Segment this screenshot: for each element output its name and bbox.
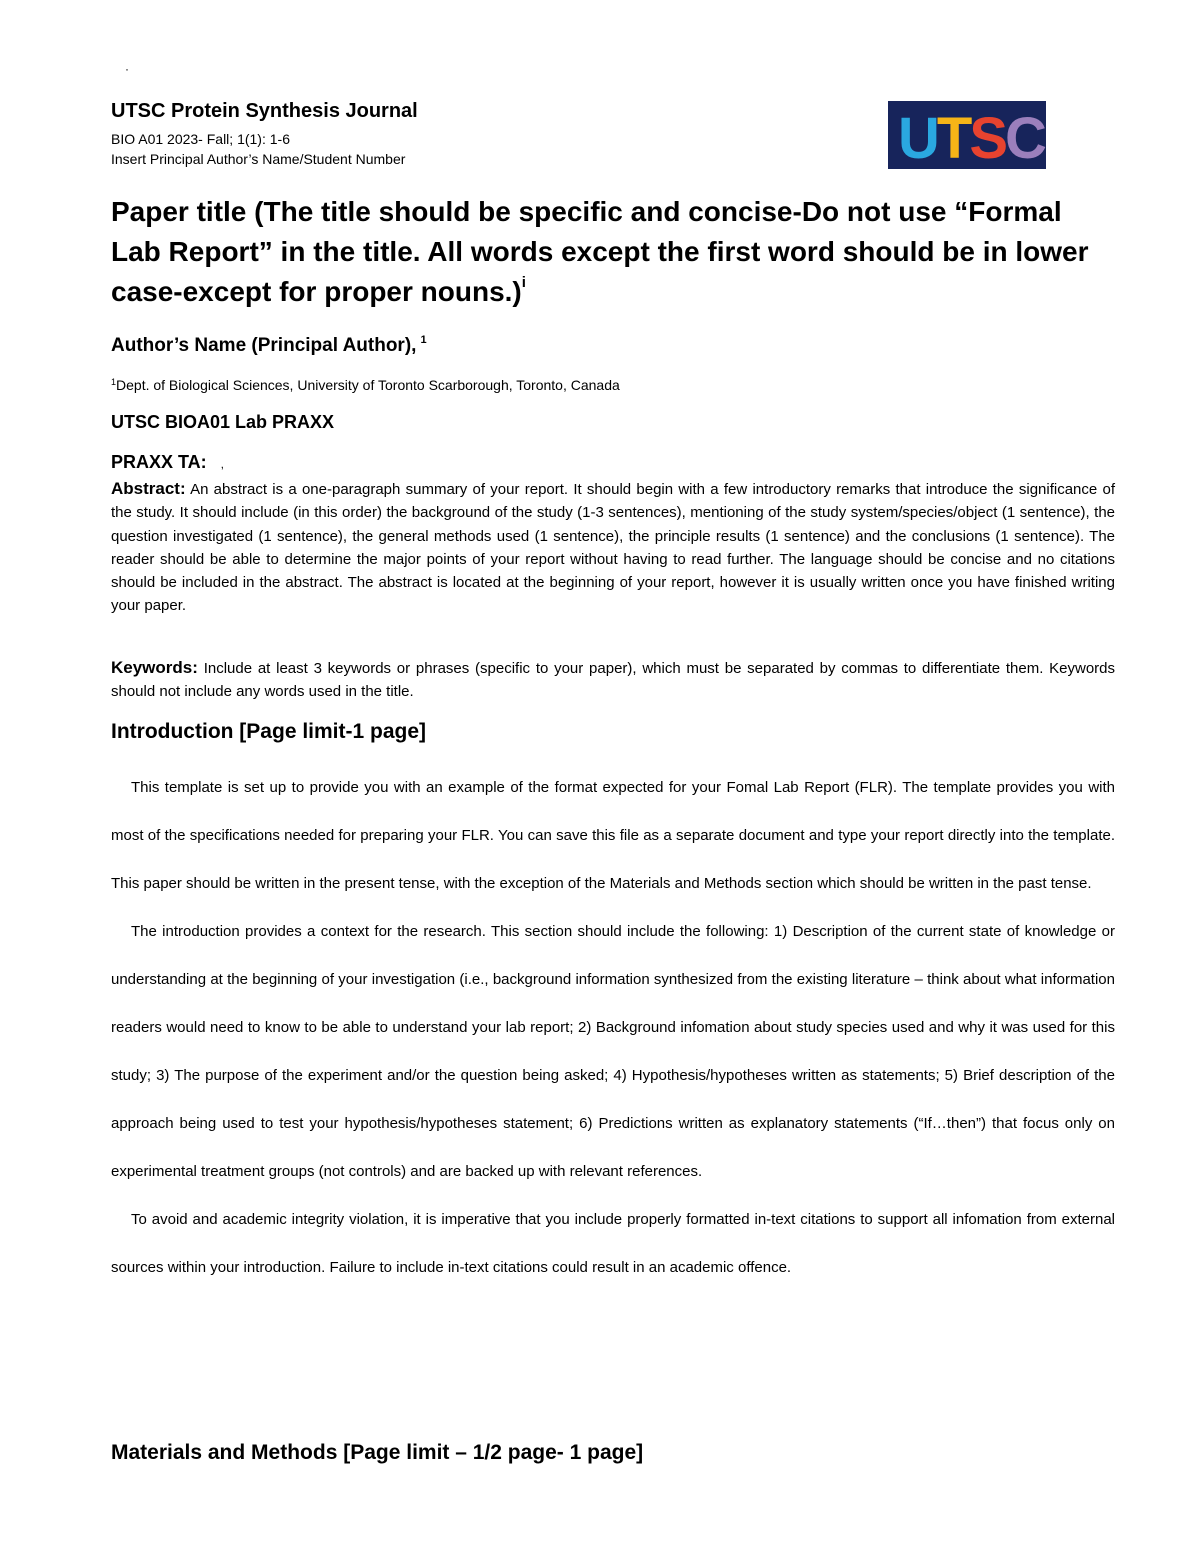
- paper-title-text: Paper title (The title should be specific and concise-Do not use “Formal Lab Report” in the title. All words except the first word should be in lower case-except for proper nouns.): [111, 196, 1089, 307]
- author-name: Author’s Name (Principal Author),: [111, 335, 417, 356]
- keywords-text: Include at least 3 keywords or phrases (specific to your paper), which must be separated by commas to differentiate them. Keywords should not include any words used in the title.: [111, 660, 1116, 701]
- abstract-text: An abstract is a one-paragraph summary of your report. It should begin with a few introductory remarks that introduce the significance of the study. It should include (in this order) the background of the study (1-3 sentences), mentioning of the study system/species/object (1 sentence), the question investigated (1 sentence), the general methods used (1 sentence), the principle results (1 sentence) and the conclusions (1 sentence). The reader should be able to determine the major points of your report without having to read further. The language should be concise and no citations should be included in the abstract. The abstract is located at the beginning of your report, however it is usually written once you have finished writing your paper.: [111, 481, 1115, 615]
- introduction-paragraph: This template is set up to provide you with an example of the format expected for your Fomal Lab Report (FLR). The template provides you with most of the specifications needed for preparing your FLR. You can save this file as a separate document and type your report directly into the template. This paper should be written in the present tense, with the exception of the Materials and Methods section which should be written in the past tense.: [111, 779, 1115, 892]
- principal-author-placeholder: Insert Principal Author’s Name/Student Number: [111, 151, 406, 167]
- svg-text:UTSC: [898, 106, 1046, 169]
- logo-letter-s: S: [969, 106, 1006, 169]
- abstract: [111, 477, 1115, 618]
- endnote-mark[interactable]: i: [521, 274, 526, 291]
- paper-title: [111, 192, 1091, 312]
- affiliation-mark: 1: [111, 377, 117, 387]
- affiliation-line: [111, 377, 620, 393]
- logo-letter-t: T: [936, 106, 970, 169]
- abstract-label: Abstract:: [111, 479, 186, 498]
- logo-letter-c: C: [1005, 106, 1044, 169]
- introduction-body: [111, 764, 1115, 1292]
- journal-issue: BIO A01 2023- Fall; 1(1): 1-6: [111, 131, 290, 147]
- lab-section: UTSC BIOA01 Lab PRAXX: [111, 412, 335, 432]
- ta-value: ,: [220, 457, 225, 471]
- affiliation-text: Dept. of Biological Sciences, University of Toronto Scarborough, Toronto, Canada: [116, 377, 620, 393]
- keywords: [111, 656, 1115, 704]
- introduction-paragraph: The introduction provides a context for the research. This section should include the following: 1) Description of the current state of knowledge or understanding at the beginning of your investigation (i.e., background information synthesized from the existing literature – think about what information readers would need to know to be able to understand your lab report; 2) Background infomation about study species used and why it was used for this study; 3) The purpose of the experiment and/or the question being asked; 4) Hypothesis/hypotheses written as statements; 5) Brief description of the approach being used to test your hypothesis/hypotheses statement; 6) Predictions written as explanatory statements (“If…then”) that focus only on experimental treatment groups (not controls) and are backed up with relevant references.: [111, 923, 1115, 1180]
- introduction-paragraph: To avoid and academic integrity violation, it is imperative that you include properly formatted in-text citations to support all infomation from external sources within your introduction. Failure to include in-text citations could result in an academic offence.: [111, 1211, 1115, 1276]
- ta-line: [111, 452, 224, 473]
- keywords-label: Keywords:: [111, 658, 198, 677]
- utsc-logo: [888, 101, 1046, 169]
- ta-label: PRAXX TA:: [111, 452, 207, 472]
- journal-title: UTSC Protein Synthesis Journal: [111, 100, 418, 122]
- logo-letter-u: U: [898, 106, 937, 169]
- author-line: [111, 334, 427, 357]
- methods-heading: Materials and Methods [Page limit – 1/2 page- 1 page]: [111, 1441, 644, 1464]
- introduction-heading: Introduction [Page limit-1 page]: [111, 720, 427, 743]
- author-affiliation-mark: 1: [420, 334, 427, 346]
- page-dot: ·: [125, 62, 129, 76]
